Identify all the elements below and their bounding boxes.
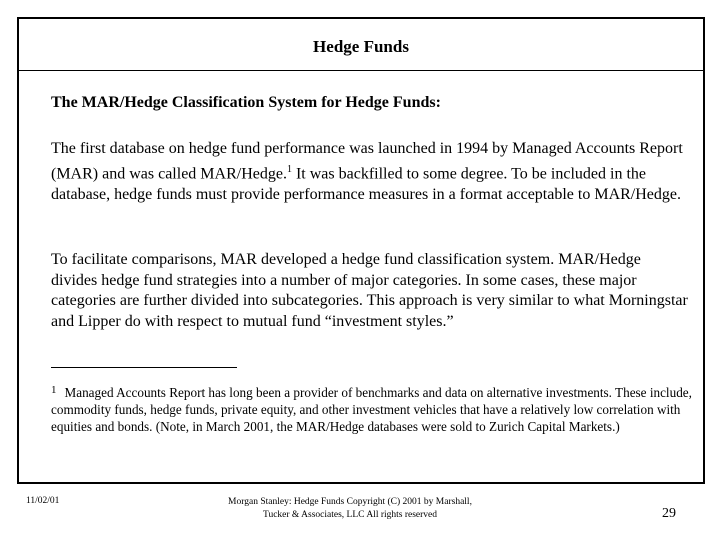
slide-title: Hedge Funds — [313, 37, 409, 56]
footer-date: 11/02/01 — [26, 496, 60, 506]
title-divider — [19, 70, 703, 71]
footnote-text: Managed Accounts Report has long been a provider of benchmarks and data on alternative investments. These include, commodity funds, hedge funds, private equity, and other investment vehicles that have a relatively low correlation with equities and bonds. (Note, in March 2001, the MAR/Hedge databases were sold to Zurich Capital Markets.) — [51, 385, 692, 434]
footer-credit: Morgan Stanley: Hedge Funds Copyright (C) 2001 by Marshall, Tucker & Associates, LLC All rights reserved — [228, 497, 472, 520]
footnote-divider — [51, 367, 237, 368]
paragraph-1 — [51, 139, 691, 205]
paragraph-1-text-cont: It was backfilled to some degree. To be included in the database, hedge funds must provide performance measures in a format acceptable to MAR/Hedge. — [51, 165, 681, 203]
page-number: 29 — [662, 506, 676, 521]
paragraph-2: To facilitate comparisons, MAR developed a hedge fund classification system. MAR/Hedge divides hedge fund strategies into a number of major categories. In some cases, these major categories are further divided into subcategories. This approach is very similar to what Morningstar and Lipper do with respect to mutual fund “investment styles.” — [51, 251, 688, 331]
section-heading: The MAR/Hedge Classification System for Hedge Funds: — [51, 94, 441, 111]
footnote — [51, 382, 701, 435]
slide-frame — [17, 17, 705, 484]
footnote-number: 1 — [51, 384, 57, 396]
paragraph-1-text: The first database on hedge fund performance was launched in 1994 by Managed Accounts Report (MAR) and was called MAR/Hedge. — [51, 140, 683, 183]
footnote-reference: 1 — [286, 163, 292, 175]
